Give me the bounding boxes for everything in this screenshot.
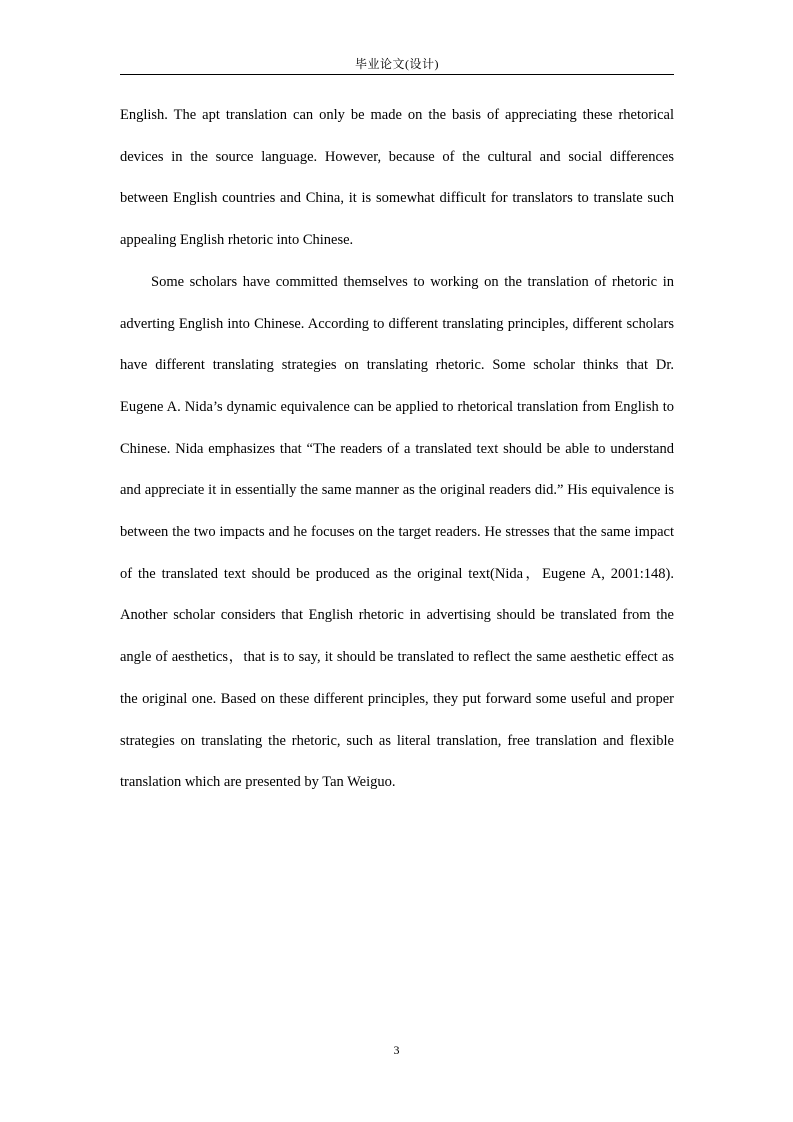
body-text	[120, 95, 674, 804]
header-title: 毕业论文(设计)	[355, 57, 439, 71]
page-header	[120, 54, 674, 75]
page-number: 3	[393, 1043, 400, 1057]
paragraph-translation-strategies: Some scholars have committed themselves to working on the translation of rhetoric in adverting English into Chinese. According to different translating principles, different scholars have different translating strategies on translating rhetoric. Some scholar thinks that Dr. Eugene A. Nida’s dynamic equivalence can be applied to rhetorical translation from English to Chinese. Nida emphasizes that “The readers of a translated text should be able to understand and appreciate it in essentially the same manner as the original readers did.” His equivalence is between the two impacts and he focuses on the target readers. He stresses that the same impact of the translated text should be produced as the original text(Nida，Eugene A, 2001:148). Another scholar considers that English rhetoric in advertising should be translated from the angle of aesthetics，that is to say, it should be translated to reflect the same aesthetic effect as the original one. Based on these different principles, they put forward some useful and proper strategies on translating the rhetoric, such as literal translation, free translation and flexible translation which are presented by Tan Weiguo.	[120, 273, 674, 791]
paragraph-continuation: English. The apt translation can only be made on the basis of appreciating these rhetorical devices in the source language. However, because of the cultural and social differences between English countries and China, it is somewhat difficult for translators to translate such appealing English rhetoric into Chinese.	[120, 107, 674, 249]
